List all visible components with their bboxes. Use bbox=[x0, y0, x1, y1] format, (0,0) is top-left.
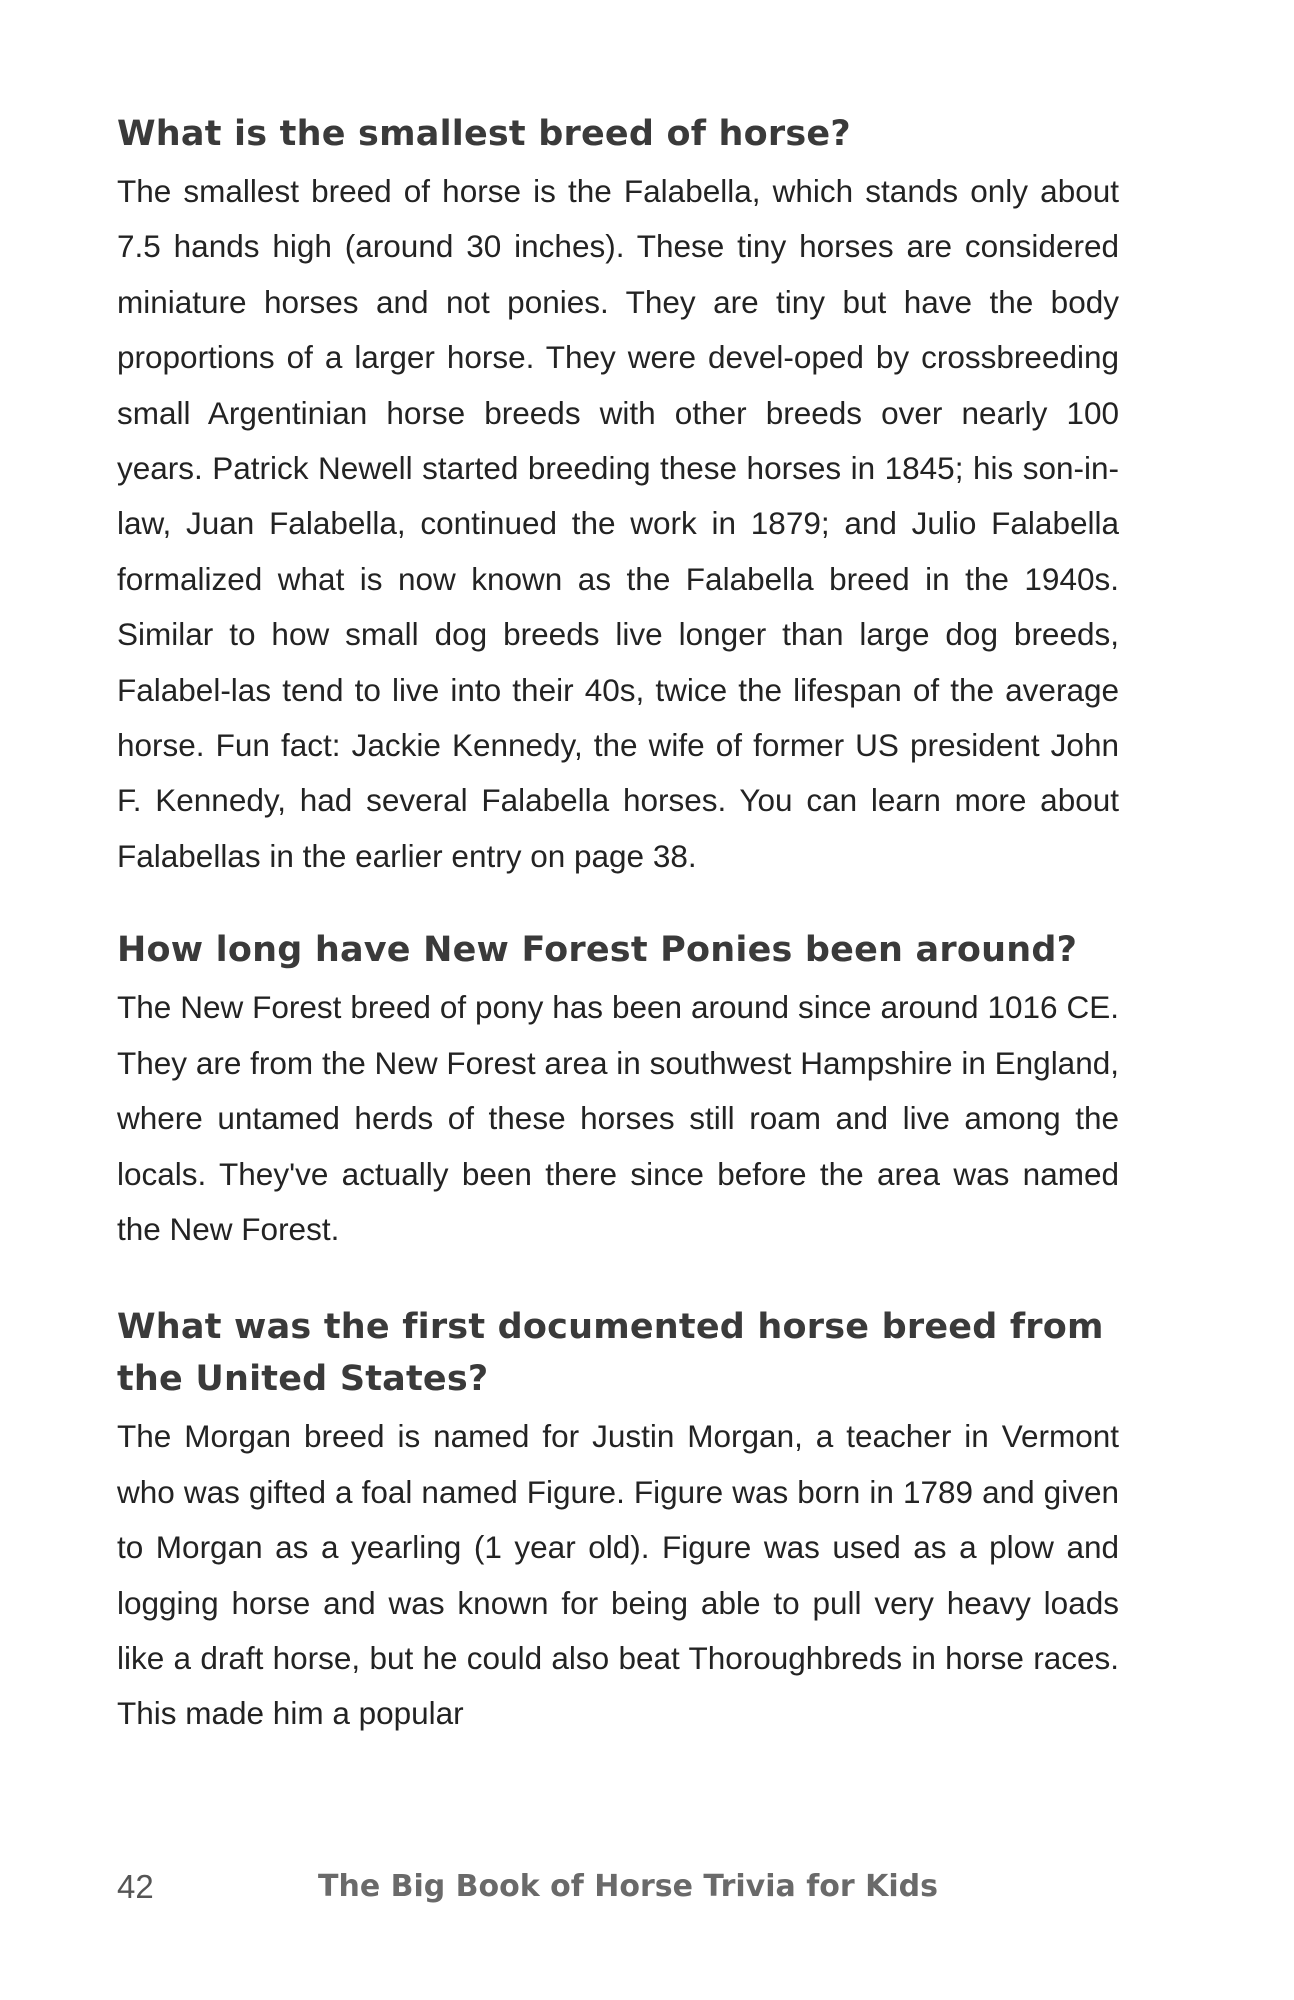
question-heading: What is the smallest breed of horse? bbox=[117, 114, 851, 154]
running-book-title: The Big Book of Horse Trivia for Kids bbox=[318, 1869, 938, 1904]
answer-paragraph: The Morgan breed is named for Justin Morgan, a teacher in Vermont who was gifted a foal named Figure. Figure was born in 1789 and given to Morgan as a yearling (1 year old). Figure was used as a plow and logging horse and was known for being able to pull very heavy loads like a draft horse, but he could also beat Thoroughbreds in horse races. This made him a popular bbox=[117, 1418, 1119, 1732]
page-number: 42 bbox=[117, 1868, 154, 1905]
trivia-entry-smallest-breed bbox=[117, 108, 1119, 884]
page-footer bbox=[0, 1862, 1294, 1912]
question-heading: What was the first documented horse breed from the United States? bbox=[117, 1307, 1104, 1400]
answer-paragraph: The New Forest breed of pony has been around since around 1016 CE. They are from the New Forest area in southwest Hampshire in England, where untamed herds of these horses still roam and live among the locals. They've actually been there since before the area was named the New Forest. bbox=[117, 989, 1119, 1247]
page-content bbox=[117, 108, 1119, 1742]
answer-paragraph: The smallest breed of horse is the Falabella, which stands only about 7.5 hands high (around 30 inches). These tiny horses are considered miniature horses and not ponies. They are tiny but have the body proportions of a larger horse. They were devel-oped by crossbreeding small Argentinian horse breeds with other breeds over nearly 100 years. Patrick Newell started breeding these horses in 1845; his son-in-law, Juan Falabella, continued the work in 1879; and Julio Falabella formalized what is now known as the Falabella breed in the 1940s. Similar to how small dog breeds live longer than large dog breeds, Falabel-las tend to live into their 40s, twice the lifespan of the average horse. Fun fact: Jackie Kennedy, the wife of former US president John F. Kennedy, had several Falabella horses. You can learn more about Falabellas in the earlier entry on page 38. bbox=[117, 173, 1119, 874]
question-heading: How long have New Forest Ponies been around? bbox=[117, 930, 1078, 971]
trivia-entry-new-forest bbox=[117, 924, 1119, 1257]
trivia-entry-first-us-breed bbox=[117, 1301, 1119, 1741]
